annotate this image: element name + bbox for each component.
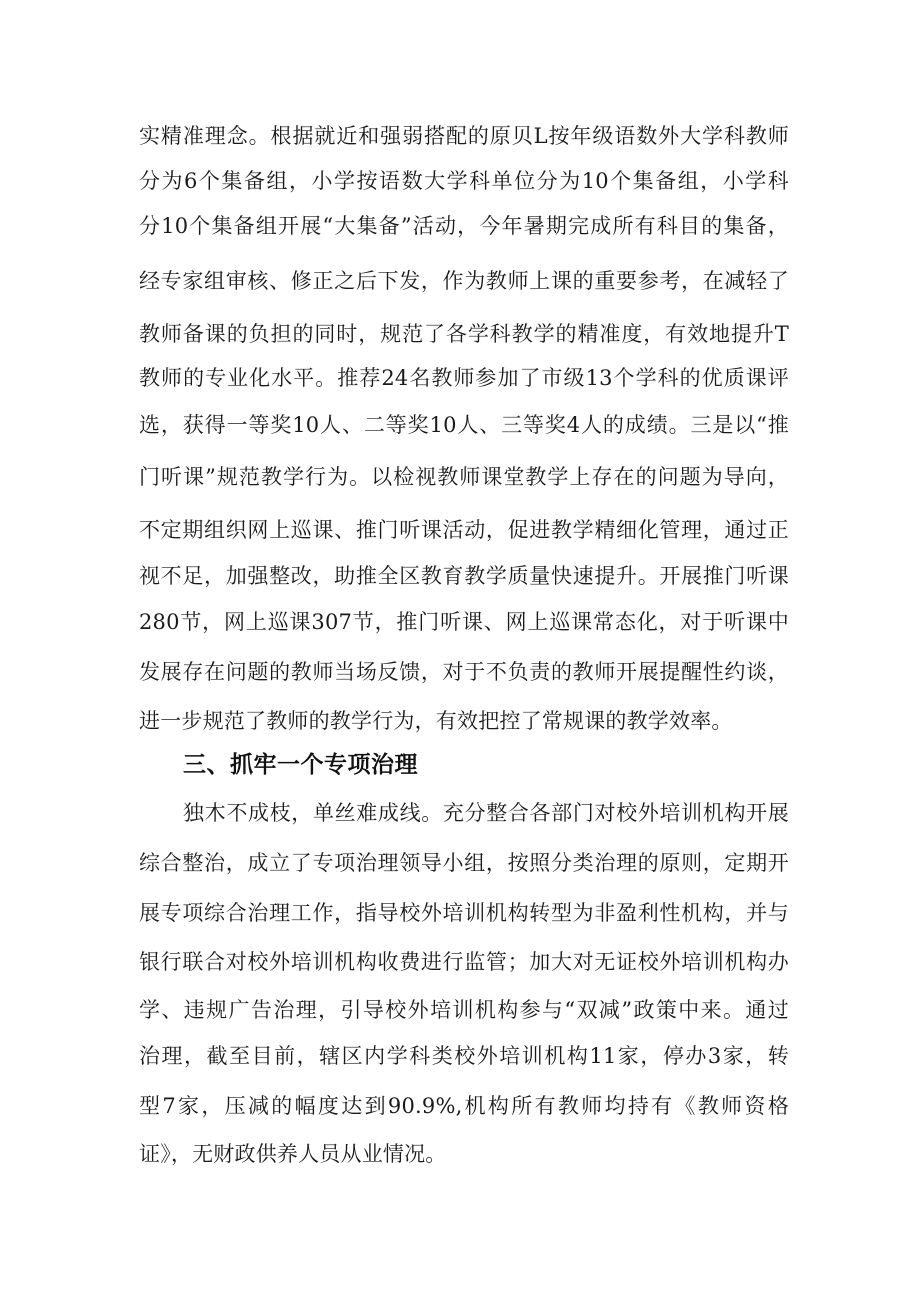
- paragraph-line: 280节，网上巡课307节，推门听课、网上巡课常态化，对于听课中: [139, 610, 789, 634]
- paragraph-line: 教师备课的负担的同时，规范了各学科教学的精准度，有效地提升T: [139, 322, 789, 346]
- paragraph-line: 视不足，加强整改，助推全区教育教学质量快速提升。开展推门听课: [139, 564, 789, 588]
- paragraph-line: 证》，无财政供养人员从业情况。: [139, 1142, 447, 1166]
- paragraph-line: 门听课”规范教学行为。以检视教师课堂教学上存在的问题为导向，: [139, 465, 789, 489]
- paragraph-line: 经专家组审核、修正之后下发，作为教师上课的重要参考，在减轻了: [139, 269, 789, 293]
- paragraph-line: 不定期组织网上巡课、推门听课活动，促进教学精细化管理，通过正: [139, 518, 789, 542]
- paragraph-line: 治理，截至目前，辖区内学科类校外培训机构11家，停办3家，转: [139, 1044, 789, 1068]
- paragraph-line: 学、违规广告治理，引导校外培训机构参与“双减”政策中来。通过: [139, 998, 789, 1022]
- paragraph-line: 实精准理念。根据就近和强弱搭配的原贝L按年级语数外大学科教师: [139, 124, 789, 148]
- paragraph-line: 分为6个集备组，小学按语数大学科单位分为10个集备组，小学科: [139, 169, 789, 193]
- paragraph-line: 展专项综合治理工作，指导校外培训机构转型为非盈利性机构，并与: [139, 901, 789, 925]
- paragraph-line: 独木不成枝，单丝难成线。充分整合各部门对校外培训机构开展: [183, 801, 789, 825]
- paragraph-line: 选，获得一等奖10人、二等奖10人、三等奖4人的成绩。三是以“推: [139, 413, 789, 437]
- paragraph-line: 银行联合对校外培训机构收费进行监管；加大对无证校外培训机构办: [139, 950, 789, 974]
- paragraph-line: 综合整治，成立了专项治理领导小组，按照分类治理的原则，定期开: [139, 851, 789, 875]
- paragraph-line: 分10个集备组开展“大集备”活动，今年暑期完成所有科目的集备，: [139, 214, 789, 238]
- paragraph-line: 进一步规范了教师的教学行为，有效把控了常规课的教学效率。: [139, 709, 733, 733]
- paragraph-line: 教师的专业化水平。推荐24名教师参加了市级13个学科的优质课评: [139, 366, 789, 390]
- section-heading: 三、抓牢一个专项治理: [183, 752, 418, 778]
- paragraph-line: 发展存在问题的教师当场反馈，对于不负责的教师开展提醒性约谈，: [139, 660, 789, 684]
- paragraph-line: 型7家，压减的幅度达到90.9%,机构所有教师均持有《教师资格: [139, 1094, 789, 1118]
